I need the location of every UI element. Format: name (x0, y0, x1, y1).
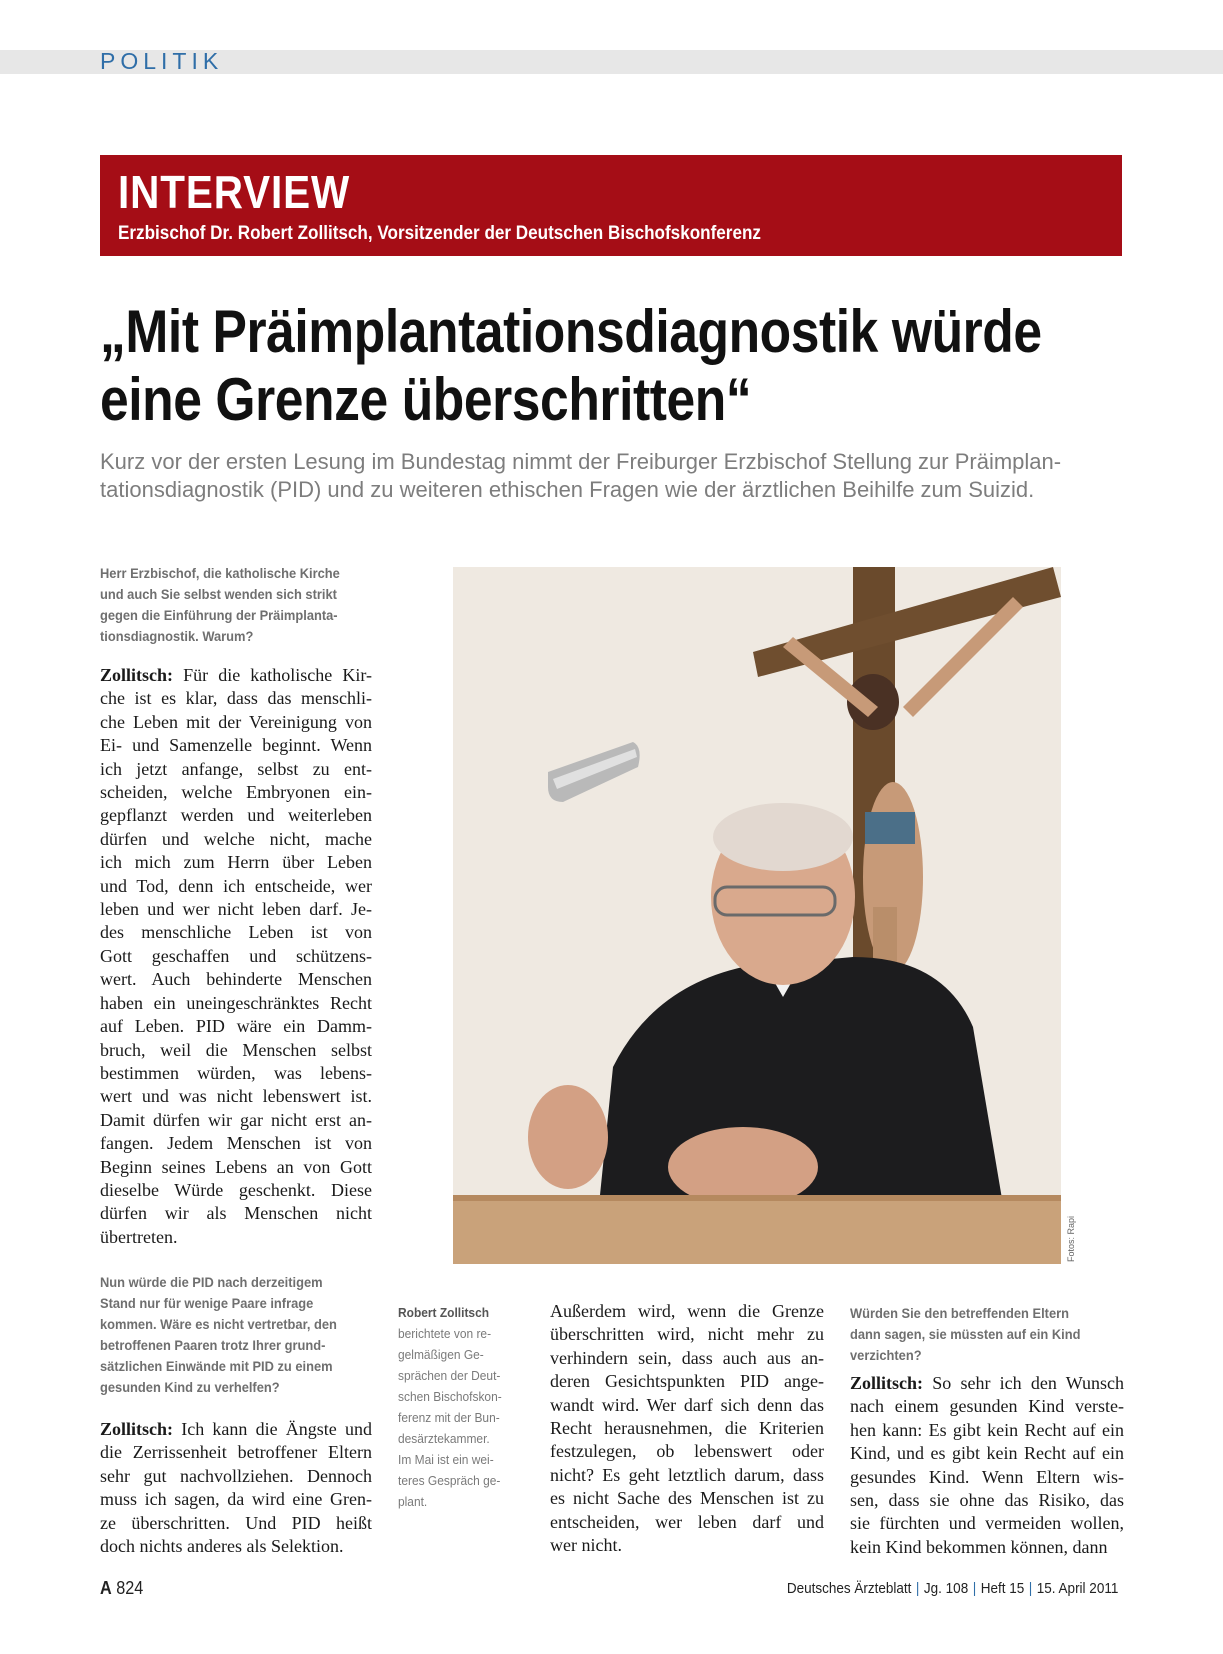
question-line: betroffenen Paaren trotz Ihrer grund- (100, 1337, 326, 1353)
question-line: gegen die Einführung der Präimplanta- (100, 607, 338, 623)
question-line: kommen. Wäre es nicht vertretbar, den (100, 1316, 337, 1332)
lead-line: tationsdiagnostik (PID) und zu weiteren ethischen Fragen wie der ärztlichen Beihilfe zum Suizid. (100, 477, 1035, 502)
caption-line: Im Mai ist ein wei- (398, 1452, 494, 1467)
page-prefix: A (100, 1578, 112, 1598)
interview-answer-2 (100, 1418, 372, 1558)
body-line: übertreten. (100, 1226, 178, 1247)
body-line: es nicht Sache des Menschen ist zu (550, 1488, 824, 1509)
body-line: Gott geschaffen und schützens- (100, 945, 372, 966)
body-line: festzulegen, ob lebenswert oder (550, 1441, 824, 1462)
question-line: verzichten? (850, 1347, 922, 1363)
body-line (850, 1372, 1124, 1395)
banner-kicker: INTERVIEW (118, 166, 351, 218)
headline-line: „Mit Präimplantationsdiagnostik würde (100, 298, 1042, 365)
body-line: haben ein uneingeschränktes Recht (100, 992, 372, 1013)
body-line: entscheiden, wer leben darf und (550, 1511, 824, 1532)
body-line: sehr gut nachvollziehen. Dennoch (100, 1465, 372, 1486)
question-line: tionsdiagnostik. Warum? (100, 628, 254, 644)
body-line: scheiden, welche Embryonen ein- (100, 782, 372, 803)
body-line: gepflanzt werden und weiterleben (100, 805, 372, 826)
body-line: leben und wer nicht leben darf. Je- (100, 899, 372, 920)
body-line: Kind, und es gibt kein Recht auf ein (850, 1443, 1124, 1464)
body-line: deren Gesichtspunkten PID ange- (550, 1371, 824, 1392)
speaker-label: Zollitsch: (850, 1373, 924, 1393)
lead-line: Kurz vor der ersten Lesung im Bundestag nimmt der Freiburger Erzbischof Stellung zur Präimplan- (100, 449, 1062, 474)
page-number-value: 824 (116, 1578, 144, 1598)
headline (100, 298, 1046, 434)
question-line: sätzlichen Einwände mit PID zu einem (100, 1358, 333, 1374)
section-label: POLITIK (100, 48, 224, 74)
interview-question-3 (850, 1303, 1080, 1366)
journal-issue: Heft 15 (980, 1580, 1024, 1597)
body-line (100, 1418, 372, 1441)
body-line (100, 664, 372, 687)
question-line: gesunden Kind zu verhelfen? (100, 1379, 280, 1395)
body-line: kein Kind bekommen können, dann (850, 1536, 1108, 1557)
body-line: Recht herausnehmen, die Kriterien (550, 1418, 824, 1439)
body-line: gesundes Kind. Wenn Eltern wis- (850, 1466, 1124, 1487)
speaker-label: Zollitsch: (100, 665, 174, 685)
journal-volume: Jg. 108 (923, 1580, 968, 1597)
interview-question-1 (100, 563, 340, 647)
question-line: Würden Sie den betreffenden Eltern (850, 1305, 1069, 1321)
body-line: che ist es klar, dass das menschli- (100, 688, 372, 709)
body-line: bruch, weil die Menschen selbst (100, 1039, 372, 1060)
body-line-text: Ich kann die Ängste und (173, 1419, 372, 1439)
caption-line: sprächen der Deut- (398, 1368, 501, 1383)
body-line: doch nichts anderes als Selektion. (100, 1536, 344, 1557)
caption-line: gelmäßigen Ge- (398, 1347, 484, 1362)
question-line: Nun würde die PID nach derzeitigem (100, 1274, 323, 1290)
body-line: wer nicht. (550, 1535, 622, 1556)
body-line: des menschliche Leben ist von (100, 922, 372, 943)
body-line: auf Leben. PID wäre ein Damm- (100, 1016, 372, 1037)
body-line: und Tod, denn ich entscheide, wer (100, 875, 372, 896)
question-line: und auch Sie selbst wenden sich strikt (100, 586, 337, 602)
question-line: Stand nur für wenige Paare infrage (100, 1295, 314, 1311)
banner-subtitle: Erzbischof Dr. Robert Zollitsch, Vorsitzender der Deutschen Bischofskonferenz (118, 223, 761, 244)
body-line: fangen. Jedem Menschen ist von (100, 1133, 372, 1154)
body-line: dürfen und welche nicht, mache (100, 828, 372, 849)
caption-line: desärztekammer. (398, 1431, 490, 1446)
body-line: dieselbe Würde geschenkt. Diese (100, 1179, 372, 1200)
speaker-label: Zollitsch: (100, 1419, 174, 1439)
interview-answer-1 (100, 664, 372, 1249)
interview-question-2 (100, 1272, 337, 1398)
body-line-text: Für die katholische Kir- (173, 665, 372, 685)
caption-line: teres Gespräch ge- (398, 1473, 501, 1488)
body-line: nicht? Es geht letztlich darum, dass (550, 1464, 824, 1485)
question-line: Herr Erzbischof, die katholische Kirche (100, 565, 340, 581)
caption-line: berichtete von re- (398, 1326, 492, 1341)
body-line: hen kann: Es gibt kein Recht auf ein (850, 1419, 1124, 1440)
body-line: wert. Auch behinderte Menschen (100, 969, 372, 990)
body-line: Ei- und Samenzelle beginnt. Wenn (100, 735, 372, 756)
body-line: verhindern sein, dass auch aus an- (550, 1347, 824, 1368)
body-line: ich mich zum Herrn über Leben (100, 852, 372, 873)
body-line: wert und was nicht lebenswert ist. (100, 1086, 372, 1107)
question-line: dann sagen, sie müssten auf ein Kind (850, 1326, 1081, 1342)
body-line: sen, dass sie ohne das Risiko, das (850, 1490, 1124, 1511)
body-line: wandt wird. Wer darf sich denn das (550, 1394, 824, 1415)
body-line: überschritten wird, nicht mehr zu (550, 1324, 824, 1345)
body-line: nach einem gesunden Kind verste- (850, 1396, 1124, 1417)
body-line: ich jetzt anfange, selbst zu ent- (100, 758, 372, 779)
lead-paragraph (100, 448, 1125, 504)
body-line-text: So sehr ich den Wunsch (923, 1373, 1124, 1393)
body-line: muss ich sagen, da wird eine Gren- (100, 1489, 372, 1510)
body-line: Damit dürfen wir gar nicht erst an- (100, 1109, 372, 1130)
caption-title: Robert Zollitsch (398, 1305, 490, 1320)
page-number (100, 1578, 143, 1599)
body-line: Beginn seines Lebens an von Gott (100, 1156, 372, 1177)
caption-line: ferenz mit der Bun- (398, 1410, 500, 1425)
body-line: sie fürchten und vermeiden wollen, (850, 1513, 1124, 1534)
photo-credit: Fotos: Rapi (1066, 1215, 1076, 1262)
caption-line: plant. (398, 1494, 428, 1509)
body-line: ze überschritten. Und PID heißt (100, 1512, 372, 1533)
interview-answer-3 (850, 1372, 1124, 1559)
portrait-illustration (453, 567, 1061, 1264)
interview-banner (100, 155, 1122, 256)
body-line: die Zerrissenheit betroffener Eltern (100, 1442, 372, 1463)
journal-name: Deutsches Ärzteblatt (786, 1580, 912, 1597)
body-line: che Leben mit der Vereinigung von (100, 711, 372, 732)
caption-line: schen Bischofskon- (398, 1389, 502, 1404)
journal-date: 15. April 2011 (1036, 1580, 1118, 1597)
body-line: bestimmen würden, was lebens- (100, 1062, 372, 1083)
body-line: dürfen wir als Menschen nicht (100, 1203, 372, 1224)
portrait-photo (453, 567, 1061, 1264)
body-line: Außerdem wird, wenn die Grenze (550, 1301, 824, 1321)
headline-line: eine Grenze überschritten“ (100, 366, 752, 433)
journal-footer: Deutsches Ärzteblatt | Jg. 108 | Heft 15 | 15. April 2011 (786, 1580, 1118, 1597)
photo-caption (398, 1302, 513, 1512)
interview-answer-continued (550, 1300, 824, 1557)
